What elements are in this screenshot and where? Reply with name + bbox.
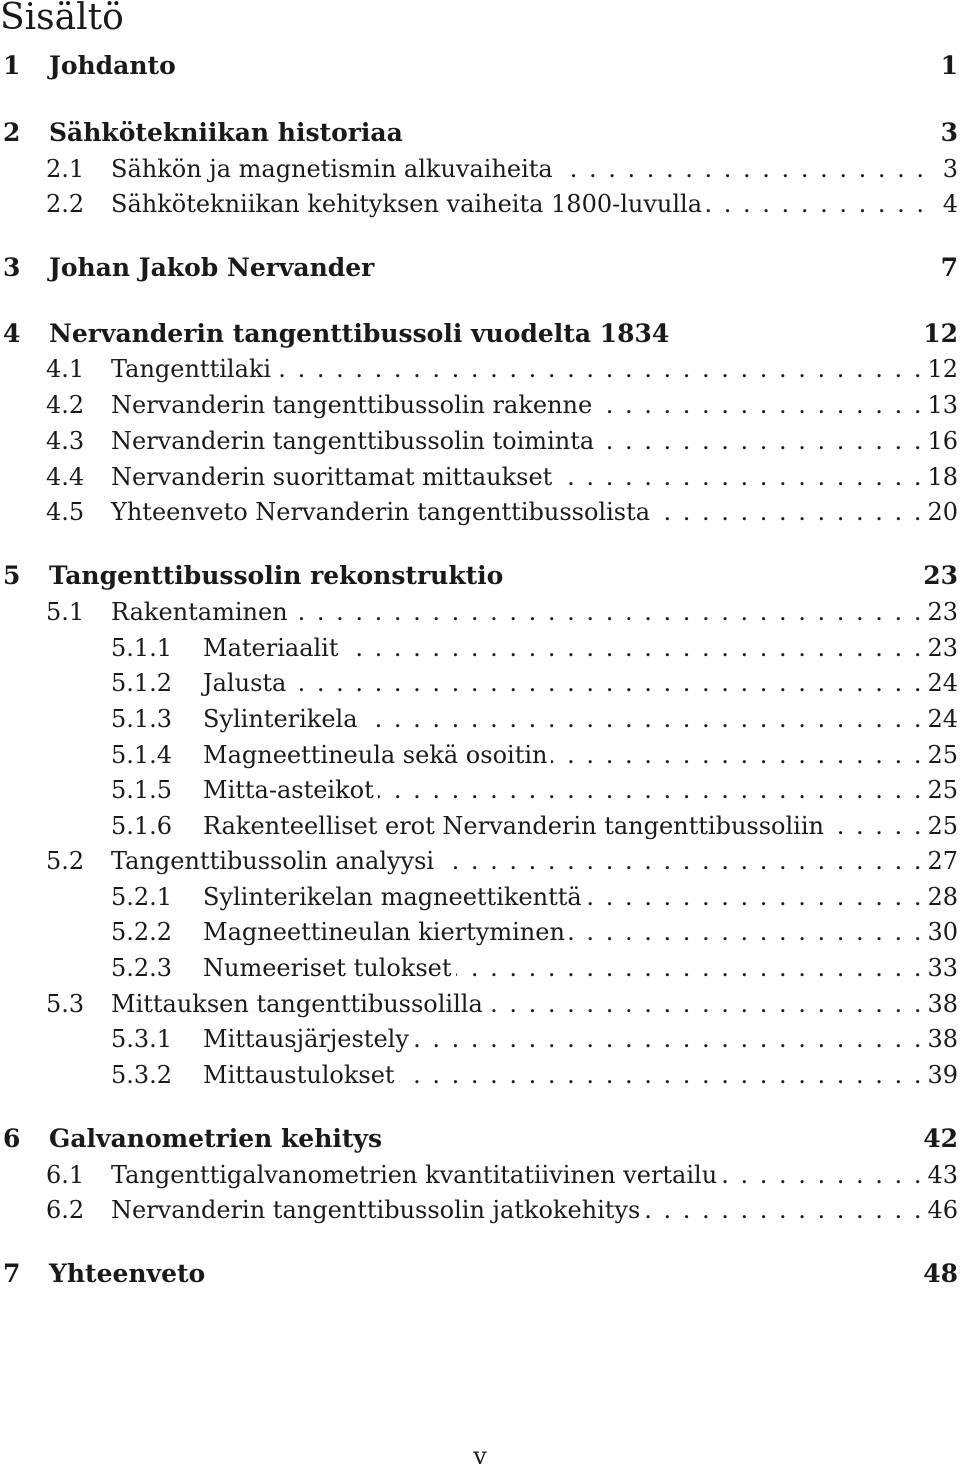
toc-dot-leader bbox=[598, 425, 921, 457]
toc-entry-section[interactable] bbox=[0, 153, 958, 185]
toc-entry-page: 42 bbox=[923, 1124, 958, 1153]
toc-entry-section[interactable] bbox=[0, 425, 958, 457]
toc-entry-subsection[interactable] bbox=[0, 632, 958, 664]
toc-entry-subsection[interactable] bbox=[0, 1059, 958, 1091]
toc-dot-leader bbox=[596, 389, 921, 421]
toc-entry-section[interactable] bbox=[0, 188, 958, 220]
toc-entry-subsection[interactable] bbox=[0, 1023, 958, 1055]
toc-entry-section[interactable] bbox=[0, 461, 958, 493]
toc-entry-number: 5.1.4 bbox=[111, 741, 173, 769]
toc-entry-page: 28 bbox=[927, 883, 958, 911]
toc-entry-title: Yhteenveto bbox=[49, 1259, 206, 1288]
toc-entry-title: Magneettineulan kiertyminen bbox=[203, 918, 565, 946]
toc-entry-subsection[interactable] bbox=[0, 739, 958, 771]
toc-entry-number: 5.1.3 bbox=[111, 705, 173, 733]
toc-dot-leader bbox=[721, 1159, 921, 1191]
toc-entry-page: 43 bbox=[927, 1161, 958, 1189]
toc-dot-leader bbox=[556, 461, 921, 493]
toc-entry-title: Galvanometrien kehitys bbox=[49, 1124, 383, 1153]
toc-entry-page: 27 bbox=[927, 847, 958, 875]
toc-entry-page: 20 bbox=[927, 498, 958, 526]
toc-entry-number: 5.2 bbox=[46, 847, 85, 875]
toc-entry-title: Materiaalit bbox=[203, 634, 339, 662]
toc-entry-title: Sylinterikela bbox=[203, 705, 358, 733]
toc-entry-title: Rakentaminen bbox=[111, 598, 288, 626]
toc-dot-leader bbox=[413, 1023, 922, 1055]
toc-dot-leader bbox=[586, 881, 922, 913]
toc-entry-number: 5 bbox=[3, 561, 21, 590]
toc-entry-chapter[interactable] bbox=[0, 1258, 958, 1290]
toc-dot-leader bbox=[456, 952, 922, 984]
toc-entry-number: 4.2 bbox=[46, 391, 85, 419]
toc-dot-leader bbox=[644, 1194, 921, 1226]
toc-entry-title: Jalusta bbox=[203, 669, 287, 697]
toc-entry-number: 6.1 bbox=[46, 1161, 85, 1189]
toc-entry-page: 13 bbox=[927, 391, 958, 419]
toc-entry-title: Tangenttibussolin analyysi bbox=[111, 847, 435, 875]
toc-entry-page: 30 bbox=[927, 918, 958, 946]
toc-entry-number: 4.1 bbox=[46, 355, 85, 383]
toc-entry-page: 25 bbox=[927, 776, 958, 804]
toc-entry-number: 2.1 bbox=[46, 155, 85, 183]
toc-entry-section[interactable] bbox=[0, 496, 958, 528]
page-number: v bbox=[473, 1442, 487, 1470]
toc-entry-title: Tangenttilaki bbox=[111, 355, 272, 383]
toc-entry-title: Nervanderin suorittamat mittaukset bbox=[111, 463, 553, 491]
toc-entry-page: 12 bbox=[927, 355, 958, 383]
toc-entry-number: 5.1.5 bbox=[111, 776, 173, 804]
toc-entry-page: 18 bbox=[927, 463, 958, 491]
toc-entry-chapter[interactable] bbox=[0, 252, 958, 284]
toc-entry-title: Tangenttibussolin rekonstruktio bbox=[49, 561, 504, 590]
toc-entry-page: 1 bbox=[940, 51, 958, 80]
toc-entry-number: 4.5 bbox=[46, 498, 85, 526]
toc-entry-page: 48 bbox=[923, 1259, 958, 1288]
toc-entry-number: 4 bbox=[3, 319, 21, 348]
toc-entry-section[interactable] bbox=[0, 353, 958, 385]
toc-entry-section[interactable] bbox=[0, 1159, 958, 1191]
toc-dot-leader bbox=[569, 916, 922, 948]
toc-entry-number: 5.3.1 bbox=[111, 1025, 173, 1053]
toc-entry-title: Nervanderin tangenttibussolin jatkokehitys bbox=[111, 1196, 641, 1224]
toc-entry-title: Johdanto bbox=[49, 51, 176, 80]
toc-entry-subsection[interactable] bbox=[0, 703, 958, 735]
toc-entry-chapter[interactable] bbox=[0, 318, 958, 350]
toc-entry-chapter[interactable] bbox=[0, 50, 958, 82]
toc-entry-page: 25 bbox=[927, 741, 958, 769]
toc-entry-subsection[interactable] bbox=[0, 881, 958, 913]
page-title: Sisältö bbox=[0, 0, 124, 38]
toc-entry-section[interactable] bbox=[0, 596, 958, 628]
toc-entry-title: Sähkötekniikan kehityksen vaiheita 1800-luvulla bbox=[111, 190, 703, 218]
toc-entry-number: 6 bbox=[3, 1124, 21, 1153]
toc-entry-title: Sähkön ja magnetismin alkuvaiheita bbox=[111, 155, 553, 183]
toc-entry-title: Johan Jakob Nervander bbox=[49, 253, 375, 282]
toc-entry-chapter[interactable] bbox=[0, 1123, 958, 1155]
toc-entry-title: Tangenttigalvanometrien kvantitatiivinen vertailu bbox=[111, 1161, 718, 1189]
toc-entry-title: Nervanderin tangenttibussolin rakenne bbox=[111, 391, 593, 419]
toc-entry-number: 2.2 bbox=[46, 190, 85, 218]
toc-entry-title: Mittausjärjestely bbox=[203, 1025, 409, 1053]
toc-entry-number: 5.1.2 bbox=[111, 669, 173, 697]
toc-dot-leader bbox=[378, 774, 922, 806]
toc-entry-number: 4.4 bbox=[46, 463, 85, 491]
toc-entry-title: Nervanderin tangenttibussolin toiminta bbox=[111, 427, 595, 455]
toc-entry-page: 23 bbox=[927, 598, 958, 626]
toc-dot-leader bbox=[438, 845, 921, 877]
toc-entry-section[interactable] bbox=[0, 389, 958, 421]
toc-entry-page: 24 bbox=[927, 669, 958, 697]
toc-entry-page: 16 bbox=[927, 427, 958, 455]
toc-dot-leader bbox=[292, 596, 922, 628]
toc-entry-page: 38 bbox=[927, 990, 958, 1018]
toc-entry-title: Sylinterikelan magneettikenttä bbox=[203, 883, 582, 911]
toc-entry-number: 6.2 bbox=[46, 1196, 85, 1224]
toc-entry-page: 46 bbox=[927, 1196, 958, 1224]
toc-entry-title: Mittauksen tangenttibussolilla bbox=[111, 990, 483, 1018]
toc-dot-leader bbox=[290, 667, 921, 699]
toc-entry-title: Nervanderin tangenttibussoli vuodelta 1834 bbox=[49, 319, 670, 348]
toc-entry-title: Magneettineula sekä osoitin bbox=[203, 741, 548, 769]
toc-entry-subsection[interactable] bbox=[0, 810, 958, 842]
toc-entry-page: 3 bbox=[942, 155, 958, 183]
toc-entry-page: 4 bbox=[942, 190, 958, 218]
toc-entry-number: 7 bbox=[3, 1259, 21, 1288]
toc-entry-title: Mittaustulokset bbox=[203, 1061, 395, 1089]
toc-dot-leader bbox=[275, 353, 921, 385]
toc-entry-page: 25 bbox=[927, 812, 958, 840]
toc-entry-section[interactable] bbox=[0, 988, 958, 1020]
toc-entry-page: 23 bbox=[923, 561, 958, 590]
toc-entry-page: 7 bbox=[940, 253, 958, 282]
toc-entry-title: Mitta-asteikot bbox=[203, 776, 374, 804]
toc-entry-number: 3 bbox=[3, 253, 21, 282]
toc-entry-number: 2 bbox=[3, 118, 21, 147]
toc-entry-number: 5.3.2 bbox=[111, 1061, 173, 1089]
toc-entry-number: 5.2.1 bbox=[111, 883, 173, 911]
toc-entry-number: 5.1.6 bbox=[111, 812, 173, 840]
toc-dot-leader bbox=[706, 188, 924, 220]
toc-entry-number: 5.2.3 bbox=[111, 954, 173, 982]
toc-entry-page: 39 bbox=[927, 1061, 958, 1089]
toc-entry-title: Numeeriset tulokset bbox=[203, 954, 452, 982]
toc-entry-page: 33 bbox=[927, 954, 958, 982]
toc-entry-subsection[interactable] bbox=[0, 667, 958, 699]
toc-entry-section[interactable] bbox=[0, 845, 958, 877]
toc-entry-page: 23 bbox=[927, 634, 958, 662]
toc-entry-number: 4.3 bbox=[46, 427, 85, 455]
toc-entry-chapter[interactable] bbox=[0, 117, 958, 149]
toc-entry-number: 1 bbox=[3, 51, 21, 80]
toc-dot-leader bbox=[557, 153, 924, 185]
toc-entry-number: 5.2.2 bbox=[111, 918, 173, 946]
toc-entry-title: Rakenteelliset erot Nervanderin tangenttibussoliin bbox=[203, 812, 824, 840]
toc-entry-page: 24 bbox=[927, 705, 958, 733]
toc-entry-subsection[interactable] bbox=[0, 952, 958, 984]
toc-entry-title: Yhteenveto Nervanderin tangenttibussolista bbox=[111, 498, 651, 526]
toc-entry-chapter[interactable] bbox=[0, 560, 958, 592]
toc-dot-leader bbox=[654, 496, 921, 528]
toc-entry-number: 5.1 bbox=[46, 598, 85, 626]
toc-entry-title: Sähkötekniikan historiaa bbox=[49, 118, 403, 147]
toc-entry-section[interactable] bbox=[0, 1194, 958, 1226]
toc-dot-leader bbox=[828, 810, 921, 842]
toc-dot-leader bbox=[362, 703, 922, 735]
toc-dot-leader bbox=[551, 739, 921, 771]
toc-dot-leader bbox=[399, 1059, 922, 1091]
toc-entry-number: 5.1.1 bbox=[111, 634, 173, 662]
toc-entry-page: 38 bbox=[927, 1025, 958, 1053]
toc-entry-subsection[interactable] bbox=[0, 774, 958, 806]
toc-entry-page: 12 bbox=[923, 319, 958, 348]
toc-entry-page: 3 bbox=[940, 118, 958, 147]
toc-dot-leader bbox=[343, 632, 922, 664]
toc-dot-leader bbox=[487, 988, 922, 1020]
toc-entry-subsection[interactable] bbox=[0, 916, 958, 948]
toc-entry-number: 5.3 bbox=[46, 990, 85, 1018]
